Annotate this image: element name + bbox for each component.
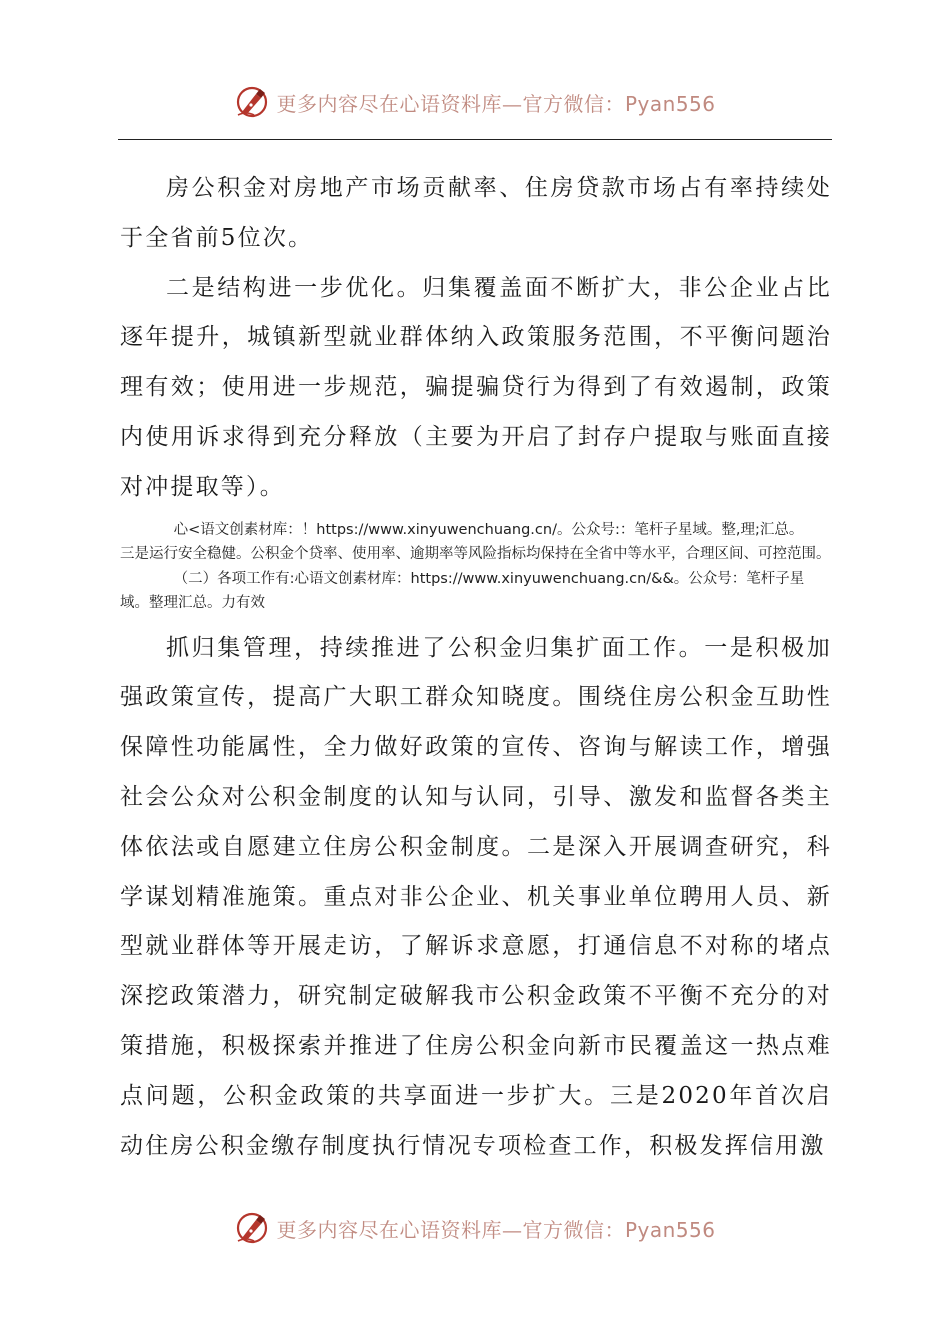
small-note-1: 心<语文创素材库：！https://www.xinyuwenchuang.cn/。公众号:：笔杆子星域。整,理;汇总。 [173,521,804,538]
pen-nib-logo-icon [234,1210,270,1246]
header-divider [118,139,832,140]
document-body [120,164,832,1171]
footer-banner-text: 更多内容尽在心语资料库—官方微信：Pyan556 [276,1217,716,1242]
body-paragraph-2: 二是结构进一步优化。归集覆盖面不断扩大，非公企业占比逐年提升，城镇新型就业群体纳入政策服务范围，不平衡问题治理有效；使用进一步规范，骗提骗贷行为得到了有效遏制，政策内使用诉求得到充分释放（主要为开启了封存户提取与账面直接对冲提取等）。 [120,274,832,500]
pen-nib-logo-icon [234,84,270,120]
body-paragraph-1: 房公积金对房地产市场贡献率、住房贷款市场占有率持续处于全省前5位次。 [120,175,832,251]
small-note-3: （二）各项工作有:心语文创素材库：https://www.xinyuwenchuang.cn/&&。公众号：笔杆子星域。整理汇总。力有效 [120,570,805,612]
small-note-2: 三是运行安全稳健。公积金个贷率、使用率、逾期率等风险指标均保持在全省中等水平，合理区间、可控范围。 [120,546,831,563]
header-banner-text: 更多内容尽在心语资料库—官方微信：Pyan556 [276,91,716,116]
footer-banner [0,1210,950,1246]
header-banner [0,84,950,120]
body-paragraph-3: 抓归集管理，持续推进了公积金归集扩面工作。一是积极加强政策宣传，提高广大职工群众知晓度。围绕住房公积金互助性保障性功能属性，全力做好政策的宣传、咨询与解读工作，增强社会公众对公积金制度的认知与认同，引导、激发和监督各类主体依法或自愿建立住房公积金制度。二是深入开展调查研究，科学谋划精准施策。重点对非公企业、机关事业单位聘用人员、新型就业群体等开展走访，了解诉求意愿，打通信息不对称的堵点深挖政策潜力，研究制定破解我市公积金政策不平衡不充分的对策措施，积极探索并推进了住房公积金向新市民覆盖这一热点难点问题，公积金政策的共享面进一步扩大。三是2020年首次启动住房公积金缴存制度执行情况专项检查工作，积极发挥信用激 [120,634,832,1159]
small-print-block [120,518,832,616]
